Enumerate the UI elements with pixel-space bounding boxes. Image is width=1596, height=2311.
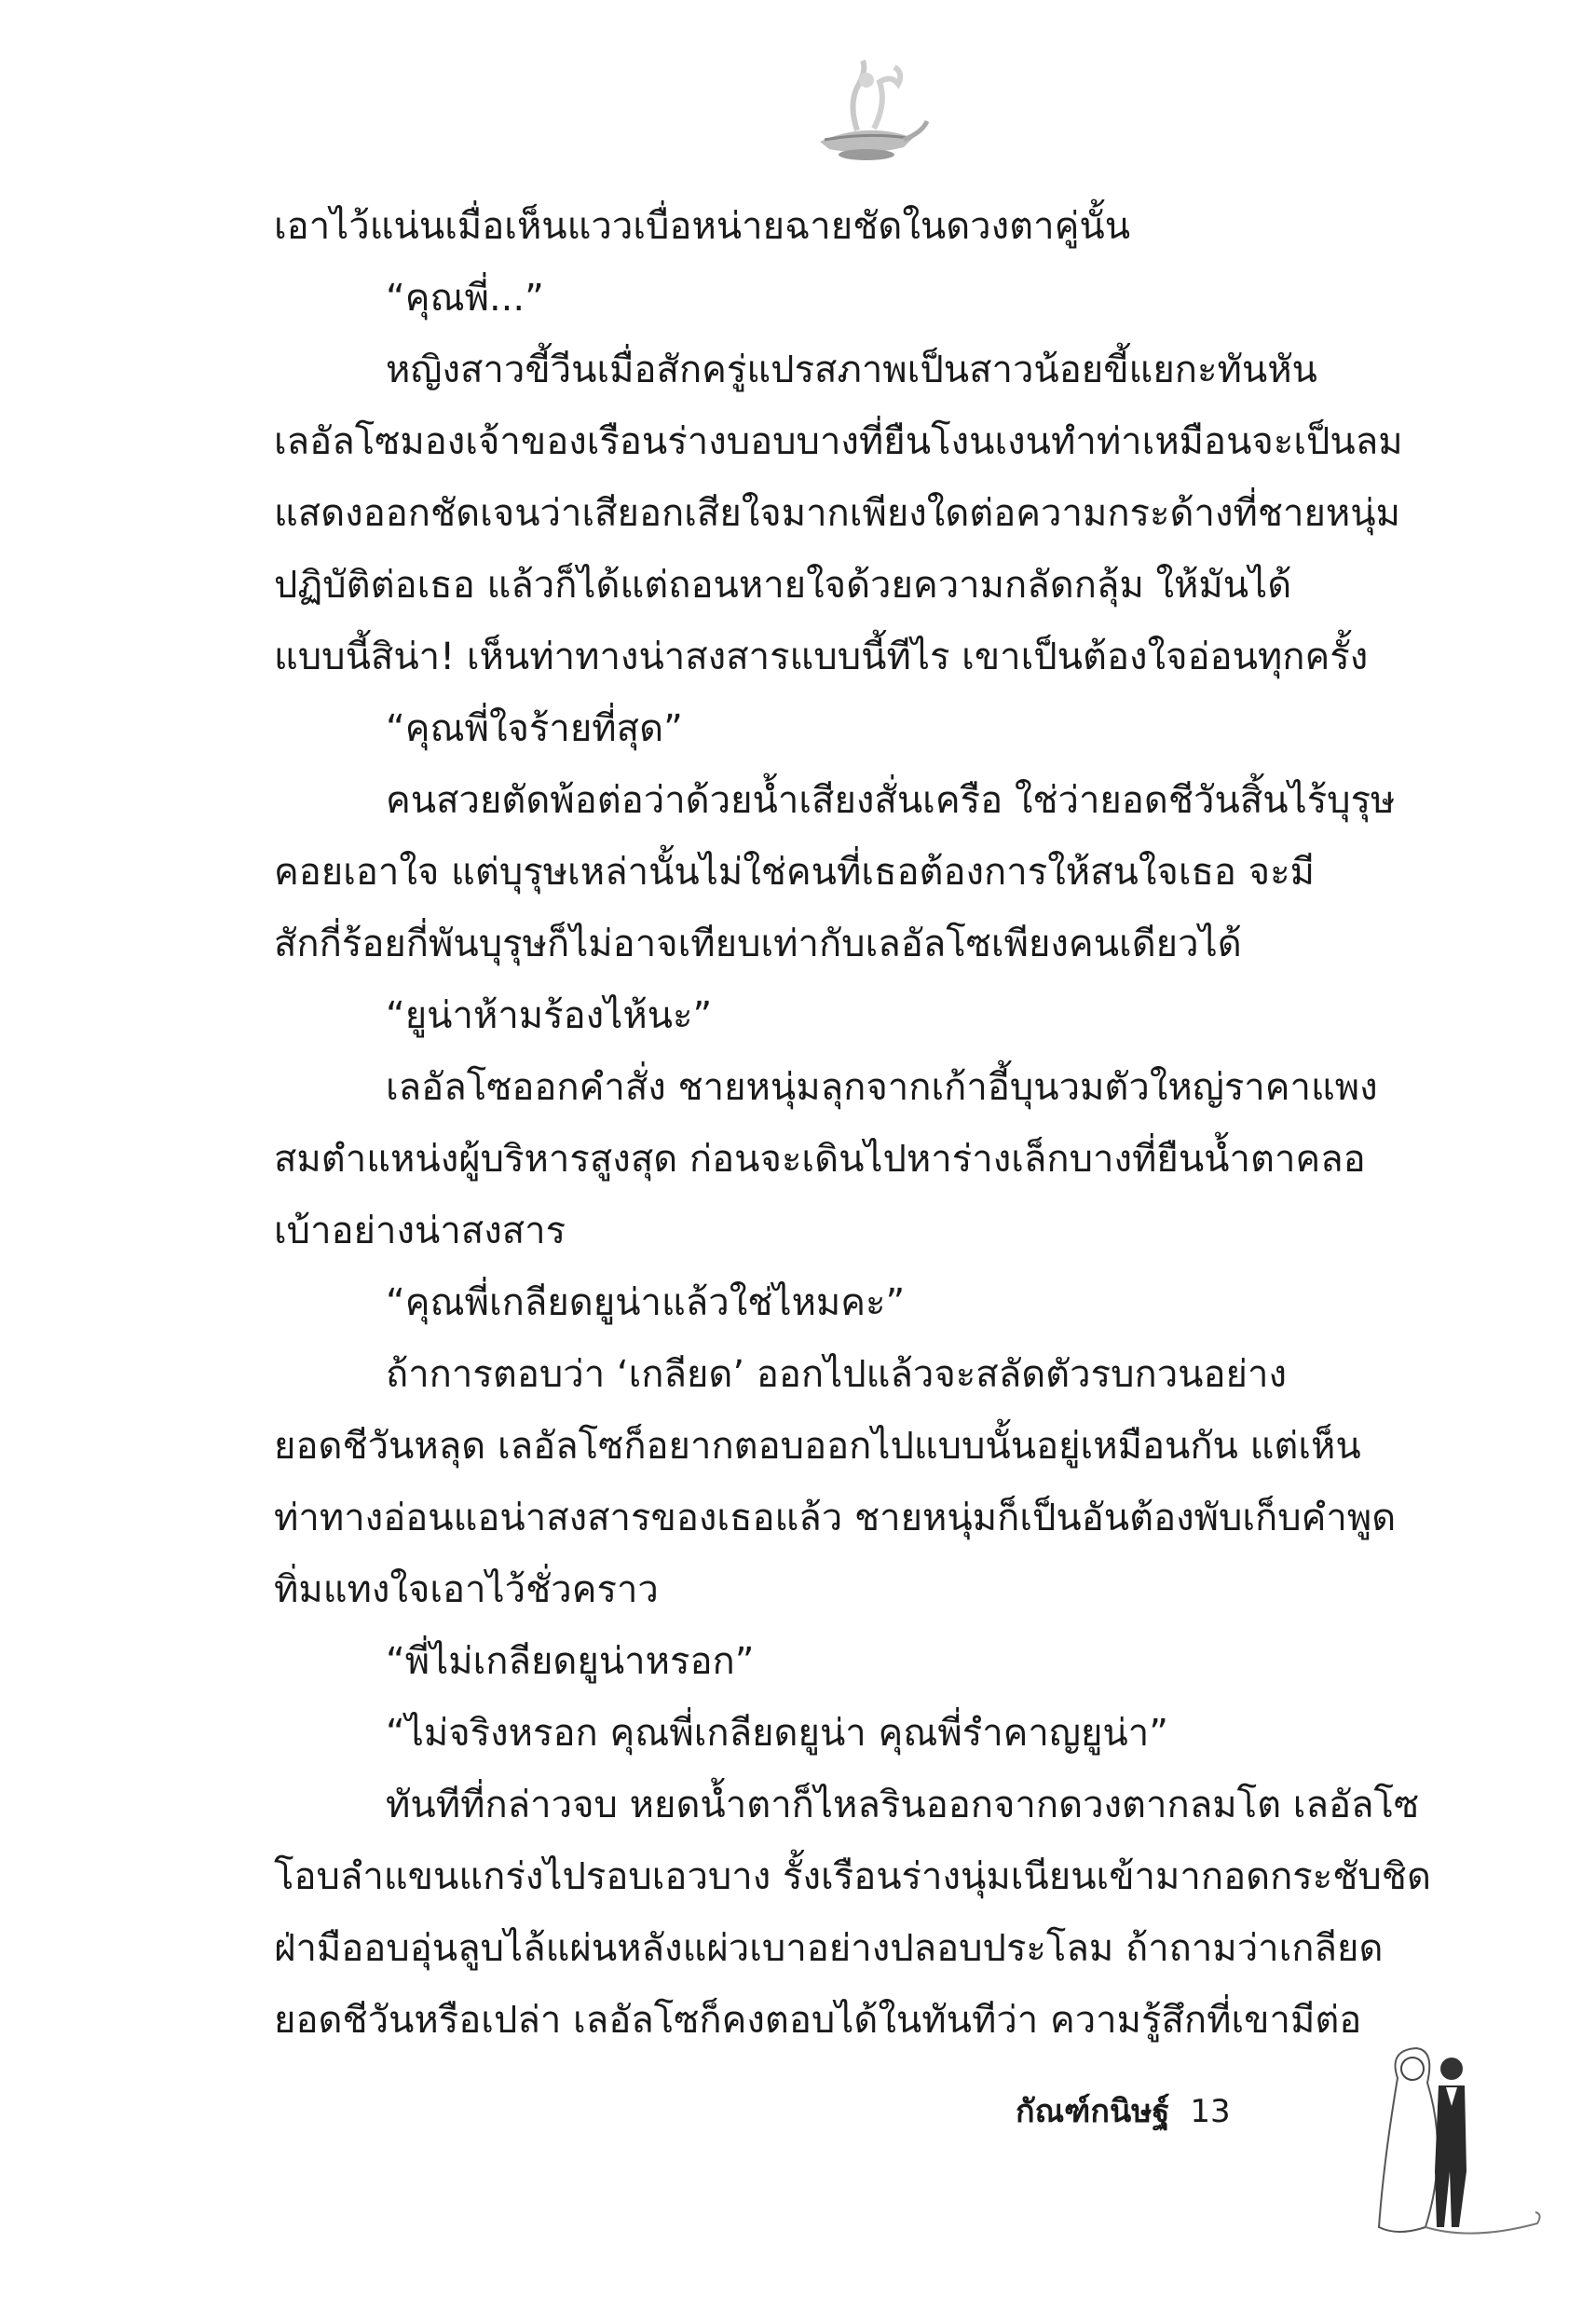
text-line: ฝ่ามืออบอุ่นลูบไล้แผ่นหลังแผ่วเบาอย่างปลอบประโลม ถ้าถามว่าเกลียด [274,1927,1384,1970]
text-line: คนสวยตัดพ้อต่อว่าด้วยน้ำเสียงสั่นเครือ ใช่ว่ายอดชีวันสิ้นไร้บุรุษ [386,779,1396,822]
text-line: “ยูน่าห้ามร้องไห้นะ” [386,994,713,1037]
text-line: แบบนี้สิน่า! เห็นท่าทางน่าสงสารแบบนี้ทีไร เขาเป็นต้องใจอ่อนทุกครั้ง [274,636,1369,678]
text-line: “พี่ไม่เกลียดยูน่าหรอก” [386,1640,755,1683]
text-line: “คุณพี่ใจร้ายที่สุด” [386,707,683,750]
text-line: ทิ่มแทงใจเอาไว้ชั่วคราว [274,1568,659,1611]
book-title: กัณฑ์กนิษฐ์ [1016,2093,1170,2130]
text-line: เอาไว้แน่นเมื่อเห็นแววเบื่อหน่ายฉายชัดในดวงตาคู่นั้น [274,205,1131,248]
text-line: แสดงออกชัดเจนว่าเสียอกเสียใจมากเพียงใดต่อความกระด้างที่ชายหนุ่ม [274,492,1400,535]
text-line: ยอดชีวันหลุด เลอัลโซก็อยากตอบออกไปแบบนั้นอยู่เหมือนกัน แต่เห็น [274,1425,1361,1468]
lamp-ornament-icon [801,56,932,168]
text-line: โอบลำแขนแกร่งไปรอบเอวบาง รั้งเรือนร่างนุ่มเนียนเข้ามากอดกระชับชิด [274,1855,1431,1898]
text-line: ทันทีที่กล่าวจบ หยดน้ำตาก็ไหลรินออกจากดวงตากลมโต เลอัลโซ [386,1784,1420,1826]
text-line: ปฏิบัติต่อเธอ แล้วก็ได้แต่ถอนหายใจด้วยความกลัดกลุ้ม ให้มันได้ [274,564,1292,607]
text-line: ยอดชีวันหรือเปล่า เลอัลโซก็คงตอบได้ในทันทีว่า ความรู้สึกที่เขามีต่อ [274,1999,1362,2042]
page-number: 13 [1190,2093,1231,2130]
footer [1016,2085,1231,2136]
text-line: คอยเอาใจ แต่บุรุษเหล่านั้นไม่ใช่คนที่เธอต้องการให้สนใจเธอ จะมี [274,851,1315,894]
text-line: “ไม่จริงหรอก คุณพี่เกลียดยูน่า คุณพี่รำคาญยูน่า” [386,1712,1168,1755]
body-text [274,191,1450,2057]
text-line: สมตำแหน่งผู้บริหารสูงสุด ก่อนจะเดินไปหาร่างเล็กบางที่ยืนน้ำตาคลอ [274,1138,1366,1181]
text-line: ท่าทางอ่อนแอน่าสงสารของเธอแล้ว ชายหนุ่มก็เป็นอันต้องพับเก็บคำพูด [274,1497,1397,1539]
text-line: เบ้าอย่างน่าสงสาร [274,1210,566,1252]
text-line: หญิงสาวขี้วีนเมื่อสักครู่แปรสภาพเป็นสาวน้อยขี้แยกะทันหัน [386,349,1317,391]
text-line: สักกี่ร้อยกี่พันบุรุษก็ไม่อาจเทียบเท่ากับเลอัลโซเพียงคนเดียวได้ [274,923,1242,965]
bride-groom-illustration [1360,2041,1547,2246]
text-line: ถ้าการตอบว่า ‘เกลียด’ ออกไปแล้วจะสลัดตัวรบกวนอย่าง [386,1353,1287,1396]
text-line: เลอัลโซออกคำสั่ง ชายหนุ่มลุกจากเก้าอี้บุนวมตัวใหญ่ราคาแพง [386,1066,1378,1109]
text-line: เลอัลโซมองเจ้าของเรือนร่างบอบบางที่ยืนโงนเงนทำท่าเหมือนจะเป็นลม [274,420,1403,463]
text-line: “คุณพี่...” [386,277,544,320]
text-line: “คุณพี่เกลียดยูน่าแล้วใช่ไหมคะ” [386,1281,906,1324]
